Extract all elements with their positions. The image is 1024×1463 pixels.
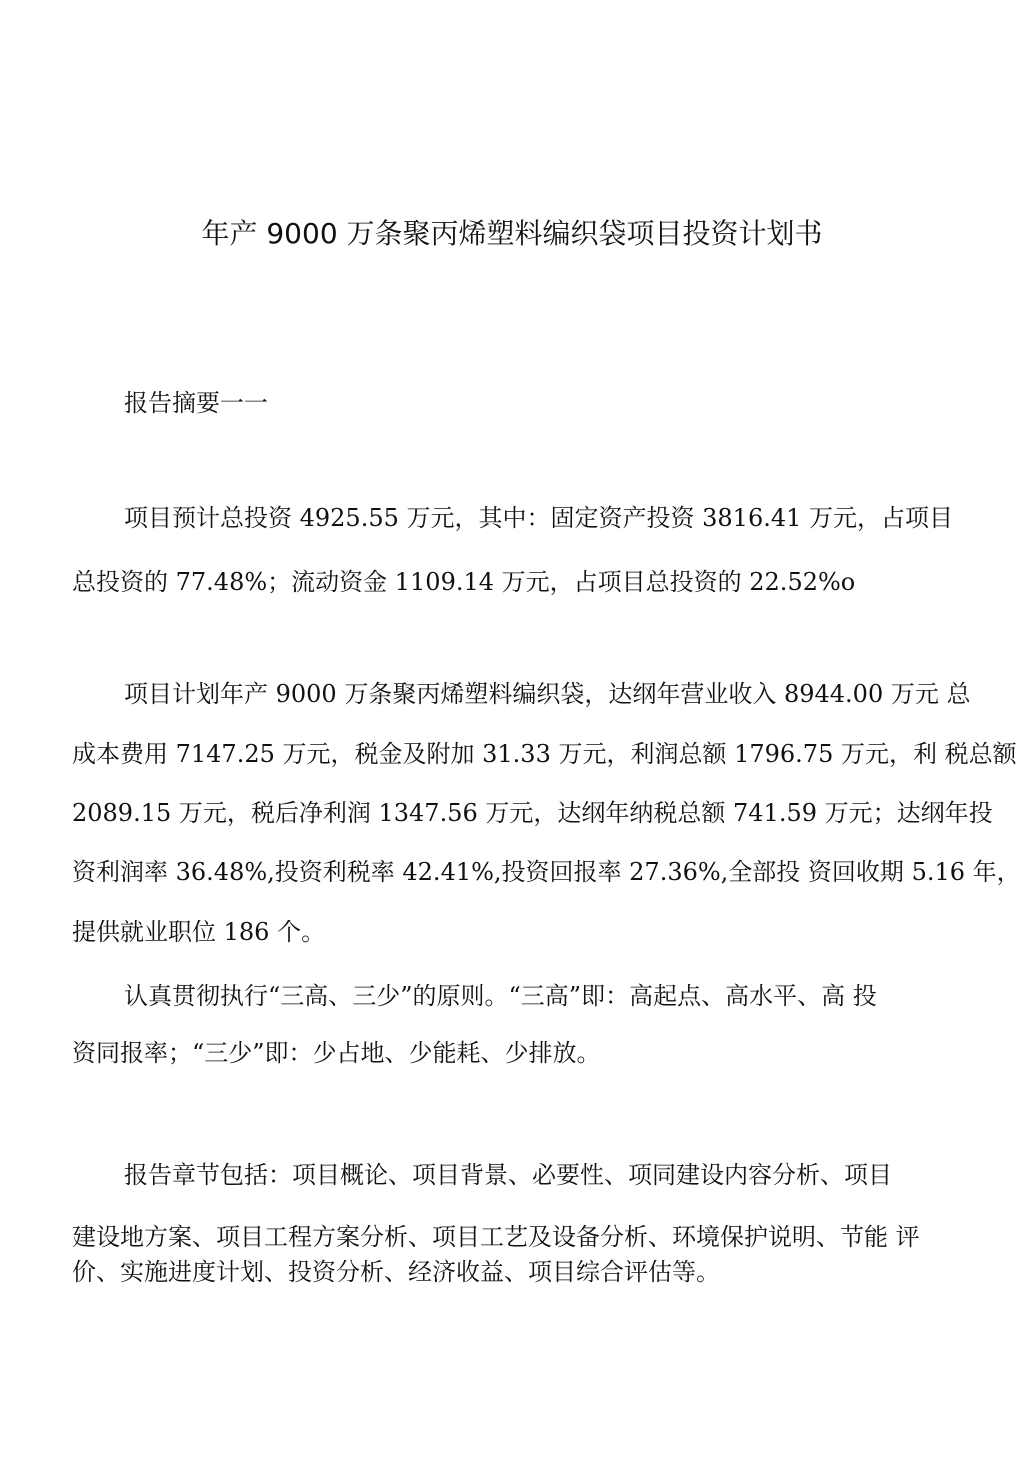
document-title: 年产 9000 万条聚丙烯塑料编织袋项目投资计划书 — [201, 217, 823, 250]
paragraph-line: 成本费用 7147.25 万元，税金及附加 31.33 万元，利润总额 1796.75 万元，利 税总额 — [72, 740, 1017, 768]
section-heading: 报告摘要一一 — [124, 389, 268, 417]
paragraph-line: 项目计划年产 9000 万条聚丙烯塑料编织袋，达纲年营业收入 8944.00 万元 总 — [124, 680, 971, 708]
paragraph-line: 建设地方案、项目工程方案分析、项目工艺及设备分析、环境保护说明、节能 评 — [72, 1223, 920, 1251]
paragraph-line: 2089.15 万元，税后净利润 1347.56 万元，达纲年纳税总额 741.59 万元；达纲年投 — [72, 799, 993, 827]
paragraph-line: 认真贯彻执行“三高、三少”的原则。“三高”即：高起点、高水平、高 投 — [124, 982, 877, 1010]
paragraph-line: 报告章节包括：项目概论、项目背景、必要性、项同建设内容分析、项目 — [124, 1161, 892, 1189]
paragraph-line: 资利润率 36.48%,投资利税率 42.41%,投资回报率 27.36%,全部投 资回收期 5.16 年， — [72, 858, 1021, 886]
paragraph-line: 项目预计总投资 4925.55 万元，其中：固定资产投资 3816.41 万元，占项目 — [124, 504, 954, 532]
paragraph-line: 提供就业职位 186 个。 — [72, 918, 326, 946]
paragraph-line: 价、实施进度计划、投资分析、经济收益、项目综合评估等。 — [72, 1258, 720, 1286]
paragraph-line: 总投资的 77.48%；流动资金 1109.14 万元，占项目总投资的 22.52%o — [72, 568, 856, 596]
paragraph-line: 资同报率；“三少”即：少占地、少能耗、少排放。 — [72, 1039, 601, 1067]
